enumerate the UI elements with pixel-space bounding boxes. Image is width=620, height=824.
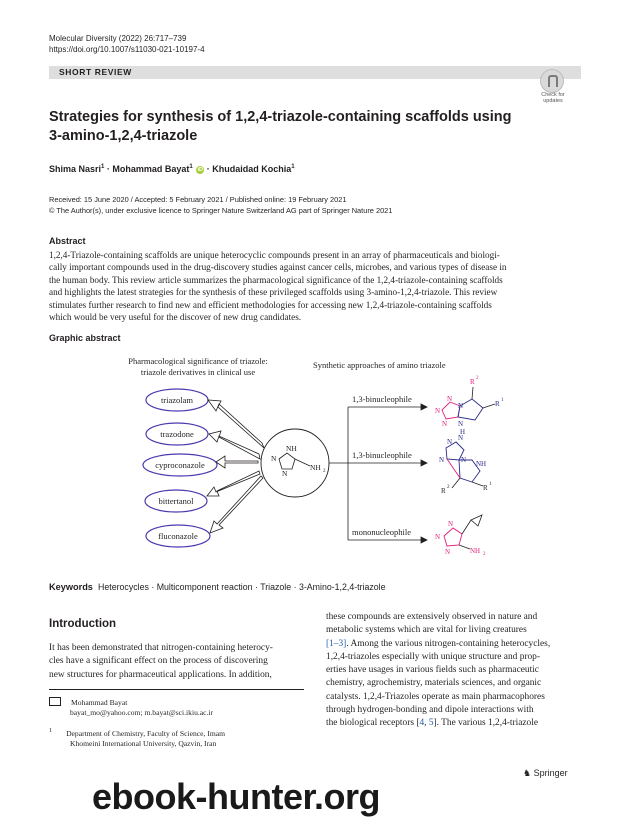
svg-text:N: N: [435, 407, 441, 415]
product-structure-3: [435, 515, 486, 557]
arrow-icon: [210, 476, 263, 533]
email-link[interactable]: bayat_mo@yahoo.com; m.bayat@sci.ikiu.ac.ir: [70, 708, 214, 718]
author-list: Shima Nasri$^1$ · Mohammad Bayat$^1$ iD · Khudaidad Kochia$^1$: [49, 164, 295, 174]
svg-text:2: 2: [447, 485, 450, 490]
figure-left-title: Pharmacological significance of triazole:: [128, 356, 268, 366]
left-column-text: It has been demonstrated that nitrogen-containing heterocy- cles have a significant effect on the process of discovering new structures for pharmaceutical applications. In addition,: [49, 643, 273, 680]
svg-text:N: N: [448, 520, 454, 528]
svg-text:N: N: [458, 420, 464, 428]
drug-label: bittertanol: [158, 496, 194, 506]
svg-text:N: N: [458, 402, 464, 410]
svg-text:R: R: [483, 484, 488, 492]
svg-text:NH: NH: [286, 444, 297, 453]
svg-text:H: H: [460, 428, 466, 436]
svg-text:NH: NH: [470, 547, 481, 555]
doi-link[interactable]: https://doi.org/10.1007/s11030-021-10197-4: [49, 45, 205, 54]
abstract-heading: Abstract: [49, 236, 86, 246]
publisher-logo: ♞ Springer: [523, 768, 568, 778]
footnote-rule: [49, 689, 304, 690]
drug-label: trazodone: [160, 429, 194, 439]
arrow-icon: [207, 471, 260, 496]
article-type-band: [49, 66, 581, 79]
arrow-icon: [216, 456, 258, 468]
product-structure-1: [435, 376, 504, 436]
hollow-arrows: [207, 400, 264, 533]
springer-horse-icon: ♞: [523, 768, 532, 778]
svg-text:2: 2: [323, 469, 326, 474]
svg-text:R: R: [441, 487, 446, 495]
author-name[interactable]: Shima Nasri: [49, 164, 102, 174]
reaction-arrows: [329, 404, 427, 543]
svg-text:NH: NH: [476, 460, 487, 468]
right-column-text: these compounds are extensively observed in nature and metabolic systems which are vital for living creatures [1–3]. Among the various nitrogen-containing heterocycles, 1,2,4-triazoles especially with unique structure and prop- erties have usages in various fields such as pharmaceutic chemistry, agrochemistry, materials sciences, and organic catalysts. 1,2,4-Triazoles operate as main pharmacophores through hydrogen-bonding and dipole interactions with the biological receptors [4, 5]. The various 1,2,4-triazole: [326, 612, 551, 729]
svg-text:N: N: [442, 420, 448, 428]
svg-text:R: R: [495, 400, 500, 408]
introduction-heading: Introduction: [49, 618, 117, 630]
drug-label: fluconazole: [158, 531, 198, 541]
reagent-label: 1,3-binucleophile: [352, 450, 412, 460]
keywords: Keywords Heterocycles · Multicomponent reaction · Triazole · 3-Amino-1,2,4-triazole: [49, 582, 386, 592]
svg-text:R: R: [470, 378, 475, 386]
svg-text:NH: NH: [310, 463, 321, 472]
svg-text:2: 2: [476, 376, 479, 381]
svg-text:1: 1: [489, 482, 492, 487]
figure-left-subtitle: triazole derivatives in clinical use: [140, 367, 256, 377]
corresponding-author: Mohammad Bayat bayat_mo@yahoo.com; m.bayat@sci.ikiu.ac.ir: [49, 697, 213, 719]
check-for-updates-button[interactable]: Check for updates: [537, 69, 569, 101]
svg-text:2: 2: [483, 552, 486, 557]
journal-citation: Molecular Diversity (2022) 26:717–739: [49, 34, 187, 43]
citation-link[interactable]: [1–3]: [326, 638, 347, 649]
publication-dates: Received: 15 June 2020 / Accepted: 5 February 2021 / Published online: 19 February 2021 © The Author(s), under exclusive licence to Springer Nature Switzerland AG part of Springer Nature 2021: [49, 195, 393, 215]
mail-icon: [49, 697, 61, 706]
reagent-label: mononucleophile: [352, 527, 412, 537]
svg-text:1: 1: [501, 398, 504, 403]
graphic-abstract-heading: Graphic abstract: [49, 333, 121, 343]
drug-label: triazolam: [160, 395, 194, 405]
article-type-label: SHORT REVIEW: [59, 67, 132, 77]
author-name[interactable]: Khudaidad Kochia: [212, 164, 292, 174]
graphic-abstract-figure: [115, 350, 515, 572]
svg-text:N: N: [282, 469, 288, 478]
svg-text:N: N: [445, 548, 451, 556]
svg-text:N: N: [271, 454, 277, 463]
product-structure-2: [439, 434, 492, 495]
abstract-text: 1,2,4-Triazole-containing scaffolds are unique heterocyclic compounds present in an array of pharmaceuticals and biologi- cally important compounds used in the drug-discovery studies against cancer cells, microbes, and various types of disease in the human body. This review article summarizes the pharmacological significance of the 1,2,4-triazole-containing scaffolds and highlights the latest strategies for the synthesis of these privileged scaffolds using 3-amino-1,2,4-triazole. This review stimulates further research to find new and efficient methodologies for accessing new 1,2,4-triazole-containing scaffolds which would be very useful for the discover of new drug candidates.: [49, 250, 507, 323]
reagent-label: 1,3-binucleophile: [352, 394, 412, 404]
article-title: Strategies for synthesis of 1,2,4-triazole-containing scaffolds using 3-amino-1,2,4-triazole: [49, 109, 512, 144]
svg-text:N: N: [458, 434, 464, 442]
drug-label: cyproconazole: [155, 460, 205, 470]
affiliation: $^1$ Department of Chemistry, Faculty of Science, Imam Khomeini International University, Qazvin, Iran: [49, 727, 226, 748]
figure-right-title: Synthetic approaches of amino triazole: [313, 360, 446, 370]
author-name[interactable]: Mohammad Bayat: [112, 164, 190, 174]
svg-text:N: N: [447, 395, 453, 403]
citation-link[interactable]: 5: [428, 718, 434, 729]
watermark: ebook-hunter.org: [92, 776, 380, 817]
svg-text:N: N: [439, 456, 445, 464]
svg-text:N: N: [447, 438, 453, 446]
orcid-icon[interactable]: iD: [197, 167, 204, 173]
bookmark-icon: [540, 69, 564, 93]
aminotriazole-structure: [271, 444, 326, 478]
svg-text:N: N: [435, 533, 441, 541]
svg-text:N: N: [461, 456, 467, 464]
citation-link[interactable]: 4: [419, 718, 425, 729]
